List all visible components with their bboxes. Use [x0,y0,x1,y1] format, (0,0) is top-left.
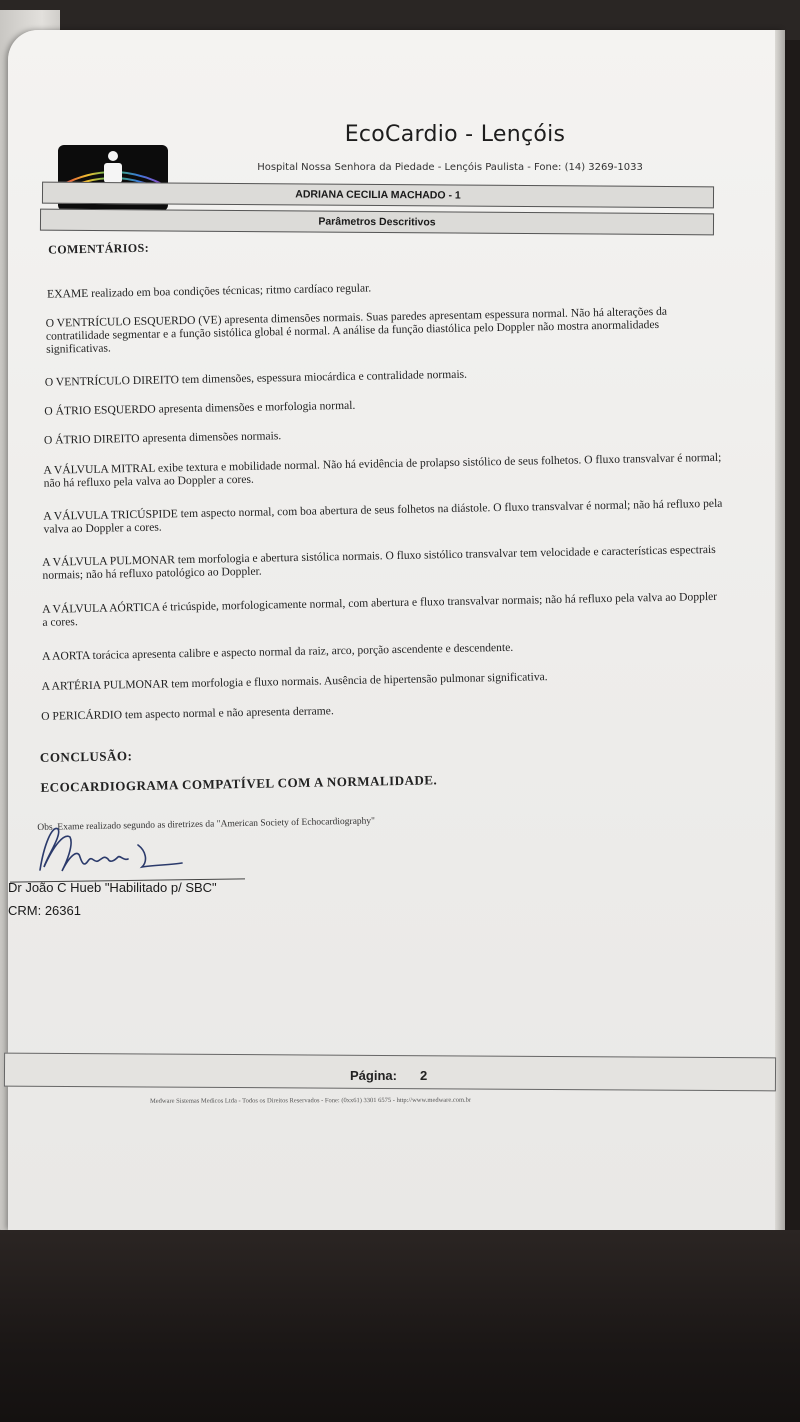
comments-heading: COMENTÁRIOS: [48,240,150,257]
page-number: 2 [420,1068,428,1083]
paragraph-arteria-pulmonar: A ARTÉRIA PULMONAR tem morfologia e fluxo normais. Ausência de hipertensão pulmonar significativa. [41,670,548,693]
paragraph-pericardio: O PERICÁRDIO tem aspecto normal e não apresenta derrame. [41,704,334,723]
paragraph-ventriculo-esquerdo: O VENTRÍCULO ESQUERDO (VE) apresenta dimensões normais. Suas paredes apresentam espessura normal. Não há alterações da contratilidade segmentar e a função sistólica global é normal. A análise da função diastólica pelo Doppler não mostra anormalidades significativas. [45,304,668,356]
patient-name-bar: ADRIANA CECILIA MACHADO - 1 [42,182,714,209]
section-title-bar: Parâmetros Descritivos [40,209,714,236]
observation-note: Obs. Exame realizado segundo as diretrizes da "American Society of Echocardiography" [37,816,376,833]
paragraph-valvula-mitral: A VÁLVULA MITRAL exibe textura e mobilidade normal. Não há evidência de prolapso sistólico de seus folhetos. O fluxo transvalvar é normal; não há refluxo pela valva ao Doppler a cores. [43,450,722,490]
page-edge [775,30,785,1230]
conclusion-text: ECOCARDIOGRAMA COMPATÍVEL COM A NORMALIDADE. [40,772,438,795]
paragraph-ventriculo-direito: O VENTRÍCULO DIREITO tem dimensões, espessura miocárdica e contralidade normais. [44,367,468,389]
paragraph-valvula-tricuspide: A VÁLVULA TRICÚSPIDE tem aspecto normal, com boa abertura de seus folhetos na diástole. O fluxo transvalvar é normal; não há refluxo pela valva ao Doppler a cores. [43,496,723,536]
physician-name: Dr João C Hueb "Habilitado p/ SBC" [8,880,217,895]
paragraph-exame: EXAME realizado em boa condições técnicas; ritmo cardíaco regular. [46,281,372,301]
clinic-title: EcoCardio - Lençóis [344,122,566,147]
paragraph-valvula-pulmonar: A VÁLVULA PULMONAR tem morfologia e abertura sistólica normais. O fluxo sistólico transvalvar tem velocidade e características espectrais normais; não há refluxo patológico ao Doppler. [42,542,716,582]
paragraph-valvula-aortica: A VÁLVULA AÓRTICA é tricúspide, morfologicamente normal, com abertura e fluxo transvalvar normais; não há refluxo pela valva ao Doppler a cores. [42,589,718,629]
handwritten-signature [30,815,240,885]
clinic-subtitle: Hospital Nossa Senhora da Piedade - Lençóis Paulista - Fone: (14) 3269-1033 [257,162,643,173]
paragraph-aorta: A AORTA torácica apresenta calibre e aspecto normal da raiz, arco, porção ascendente e descendente. [41,640,514,663]
conclusion-heading: CONCLUSÃO: [39,748,133,765]
physician-crm: CRM: 26361 [8,903,81,918]
page-label: Página: [350,1068,397,1083]
paragraph-atrio-direito: O ÁTRIO DIREITO apresenta dimensões normais. [43,429,282,447]
background-table [0,1230,800,1422]
footer-note: Medware Sistemas Medicos Ltda - Todos os Direitos Reservados - Fone: (0xx61) 3301 6575 - http://www.medware.com.br [149,1096,472,1105]
paragraph-atrio-esquerdo: O ÁTRIO ESQUERDO apresenta dimensões e morfologia normal. [44,398,356,418]
